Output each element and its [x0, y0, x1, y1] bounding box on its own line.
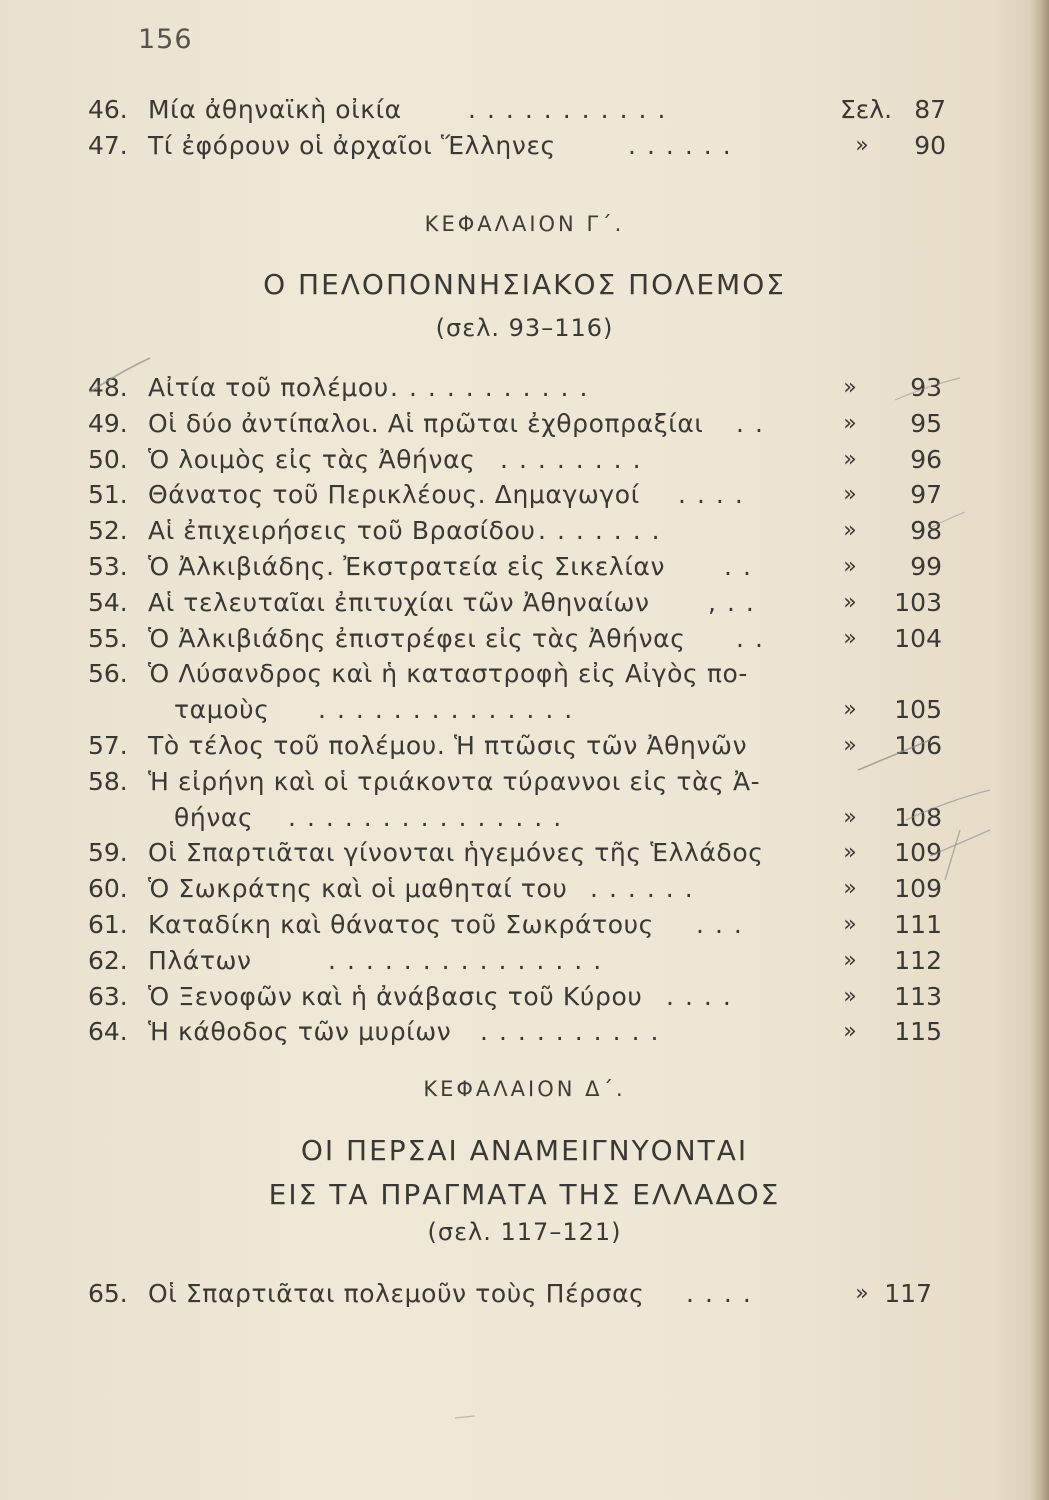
entry-title: Ὁ Λύσανδρος καὶ ἡ καταστροφὴ εἰς Αἰγὸς πο- — [148, 659, 749, 689]
entry-number: 63. — [88, 981, 128, 1011]
entry-page-number: 99 — [910, 552, 942, 581]
entry-number: 50. — [88, 444, 128, 474]
entry-page-marker: » — [843, 840, 857, 866]
entry-page-number: 111 — [894, 910, 942, 939]
entry-title: Οἱ Σπαρτιᾶται γίνονται ἡγεμόνες τῆς Ἑλλάδος — [148, 838, 764, 868]
toc-entry-continuation — [88, 692, 808, 728]
entry-title-continuation: ταμοὺς — [174, 695, 270, 725]
entry-number: 54. — [88, 587, 128, 617]
toc-entry — [88, 370, 808, 406]
entry-number: 51. — [88, 480, 128, 510]
entry-page-marker: » — [843, 1019, 857, 1045]
entry-page-number: 96 — [910, 444, 942, 474]
chapter-title-line-2: ΕΙΣ ΤΑ ΠΡΑΓΜΑΤΑ ΤΗΣ ΕΛΛΑΔΟΣ — [268, 1178, 781, 1211]
entry-number: 61. — [88, 910, 128, 939]
entry-title: Οἱ δύο ἀντίπαλοι. Αἱ πρῶται ἐχθροπραξίαι — [148, 408, 704, 438]
entry-title: Θάνατος τοῦ Περικλέους. Δημαγωγοί — [148, 480, 640, 510]
entry-page-marker: » — [855, 1281, 869, 1306]
entry-leader-dots: .. — [736, 623, 774, 653]
entry-title: Καταδίκη καὶ θάνατος τοῦ Σωκράτους — [148, 910, 654, 939]
entry-number: 60. — [88, 874, 128, 904]
entry-page-number: 113 — [894, 981, 942, 1011]
entry-leader-dots: ... — [696, 910, 753, 939]
entry-title: Ὁ Ἀλκιβιάδης ἐπιστρέφει εἰς τὰς Ἀθήνας — [148, 623, 686, 653]
entry-title: Ὁ Ξενοφῶν καὶ ἡ ἀνάβασις τοῦ Κύρου — [148, 981, 643, 1011]
entry-title: Ὁ Ἀλκιβιάδης. Ἐκστρατεία εἰς Σικελίαν — [148, 552, 666, 581]
entry-page-number: 95 — [910, 408, 942, 438]
toc-entry — [88, 406, 808, 442]
entry-page-marker: » — [843, 697, 857, 723]
toc-entry — [88, 585, 808, 621]
entry-page-number: 108 — [894, 802, 942, 832]
entry-number: 47. — [88, 131, 128, 160]
entry-leader-dots: .............. — [318, 695, 584, 725]
entry-page-number: 87 — [914, 95, 946, 124]
entry-leader-dots: .... — [686, 1279, 762, 1308]
entry-leader-dots: ....... — [538, 516, 671, 546]
toc-entry — [88, 943, 808, 979]
chapter-label: ΚΕΦΑΛΑΙΟΝ Δ΄. — [423, 1077, 626, 1101]
toc-entry — [88, 871, 808, 907]
entry-page-number: 117 — [884, 1279, 932, 1308]
entry-title: Τὸ τέλος τοῦ πολέμου. Ἡ πτῶσις τῶν Ἀθηνῶν — [148, 731, 748, 760]
toc-entry — [88, 549, 808, 585]
entry-leader-dots: .... — [678, 480, 754, 510]
entry-page-marker: Σελ. — [839, 95, 893, 124]
entry-leader-dots: ...... — [590, 874, 704, 904]
entry-page-number: 112 — [894, 945, 942, 975]
chapter-page-range: (σελ. 117–121) — [427, 1218, 622, 1246]
entry-page-marker: » — [843, 375, 857, 400]
entry-number: 46. — [88, 95, 128, 124]
toc-entry — [88, 513, 808, 549]
entry-number: 65. — [88, 1279, 128, 1308]
toc-entry — [88, 621, 808, 657]
entry-number: 53. — [88, 552, 128, 581]
chapter-label: ΚΕΦΑΛΑΙΟΝ Γ΄. — [424, 212, 625, 236]
toc-entry — [88, 656, 808, 692]
entry-page-number: 104 — [894, 623, 942, 653]
entry-title: Αἰτία τοῦ πολέμου — [148, 373, 389, 402]
entry-page-marker: » — [843, 983, 857, 1009]
entry-title: Πλάτων — [148, 945, 252, 975]
entry-number: 58. — [88, 766, 128, 796]
toc-entry — [88, 128, 808, 164]
entry-title: Αἱ ἐπιχειρήσεις τοῦ Βρασίδου — [148, 516, 536, 546]
entry-leader-dots: .. — [736, 408, 774, 438]
toc-entry — [88, 442, 808, 478]
entry-page-marker: » — [843, 446, 857, 472]
entry-page-marker: » — [843, 733, 857, 758]
toc-entry — [88, 1014, 808, 1050]
entry-page-marker: » — [843, 804, 857, 830]
entry-title: Ἡ εἰρήνη καὶ οἱ τριάκοντα τύραννοι εἰς τὰς Ἀ- — [148, 766, 761, 796]
entry-page-marker: » — [843, 410, 857, 436]
entry-leader-dots: .......... — [480, 1017, 670, 1047]
toc-entry — [88, 1276, 808, 1312]
entry-leader-dots: .. — [724, 552, 762, 581]
entry-page-number: 97 — [910, 480, 942, 510]
entry-leader-dots: ............... — [328, 945, 613, 975]
entry-number: 62. — [88, 945, 128, 975]
page-number: 156 — [138, 24, 193, 55]
entry-title: Ὁ Σωκράτης καὶ οἱ μαθηταί του — [148, 874, 568, 904]
entry-title: Μία ἀθηναϊκὴ οἰκία — [148, 95, 402, 124]
entry-leader-dots: ,.. — [708, 587, 765, 617]
entry-number: 52. — [88, 516, 128, 546]
entry-number: 55. — [88, 623, 128, 653]
toc-entry — [88, 764, 808, 800]
chapter-title-line-1: ΟΙ ΠΕΡΣΑΙ ΑΝΑΜΕΙΓΝΥΟΝΤΑΙ — [300, 1134, 749, 1167]
entry-leader-dots: .... — [666, 981, 742, 1011]
toc-entry-continuation — [88, 800, 808, 836]
toc-entry — [88, 979, 808, 1015]
entry-page-marker: » — [843, 947, 857, 973]
entry-page-number: 106 — [894, 731, 942, 760]
entry-page-number: 109 — [894, 874, 942, 904]
entry-title: Ὁ λοιμὸς εἰς τὰς Ἀθήνας — [148, 444, 476, 474]
entry-page-marker: » — [843, 912, 857, 937]
entry-number: 49. — [88, 408, 128, 438]
chapter-title: Ο ΠΕΛΟΠΟΝΝΗΣΙΑΚΟΣ ΠΟΛΕΜΟΣ — [263, 268, 786, 301]
entry-page-number: 98 — [910, 516, 942, 546]
entry-page-marker: » — [843, 518, 857, 544]
entry-number: 56. — [88, 659, 128, 689]
toc-entry — [88, 477, 808, 513]
entry-page-number: 103 — [894, 587, 942, 617]
toc-entry — [88, 835, 808, 871]
entry-page-marker: » — [843, 554, 857, 579]
entry-leader-dots: ...... — [628, 131, 742, 160]
entry-number: 59. — [88, 838, 128, 868]
entry-page-number: 90 — [914, 131, 946, 160]
entry-title: Τί ἐφόρουν οἱ ἀρχαῖοι Ἕλληνες — [148, 131, 556, 160]
entry-leader-dots: ............... — [288, 802, 573, 832]
entry-page-number: 115 — [894, 1017, 942, 1047]
entry-page-number: 93 — [910, 373, 942, 402]
entry-page-marker: » — [843, 876, 857, 902]
entry-page-marker: » — [843, 482, 857, 508]
chapter-page-range: (σελ. 93–116) — [435, 314, 614, 342]
entry-number: 48. — [88, 373, 128, 402]
entry-page-marker: » — [843, 625, 857, 651]
entry-title: Ἡ κάθοδος τῶν μυρίων — [148, 1017, 452, 1047]
entry-page-number: 105 — [894, 695, 942, 725]
entry-number: 57. — [88, 731, 128, 760]
toc-entry — [88, 92, 808, 128]
entry-title-continuation: θήνας — [174, 802, 254, 832]
entry-number: 64. — [88, 1017, 128, 1047]
entry-leader-dots: ........... — [468, 95, 677, 124]
entry-title: Αἱ τελευταῖαι ἐπιτυχίαι τῶν Ἀθηναίων — [148, 587, 650, 617]
toc-entry — [88, 907, 808, 943]
toc-entry — [88, 728, 808, 764]
entry-page-number: 109 — [894, 838, 942, 868]
entry-title: Οἱ Σπαρτιᾶται πολεμοῦν τοὺς Πέρσας — [148, 1279, 645, 1308]
entry-page-marker: » — [855, 133, 869, 158]
entry-page-marker: » — [843, 589, 857, 615]
entry-leader-dots: ........... — [390, 373, 599, 402]
entry-leader-dots: ........ — [500, 444, 652, 474]
